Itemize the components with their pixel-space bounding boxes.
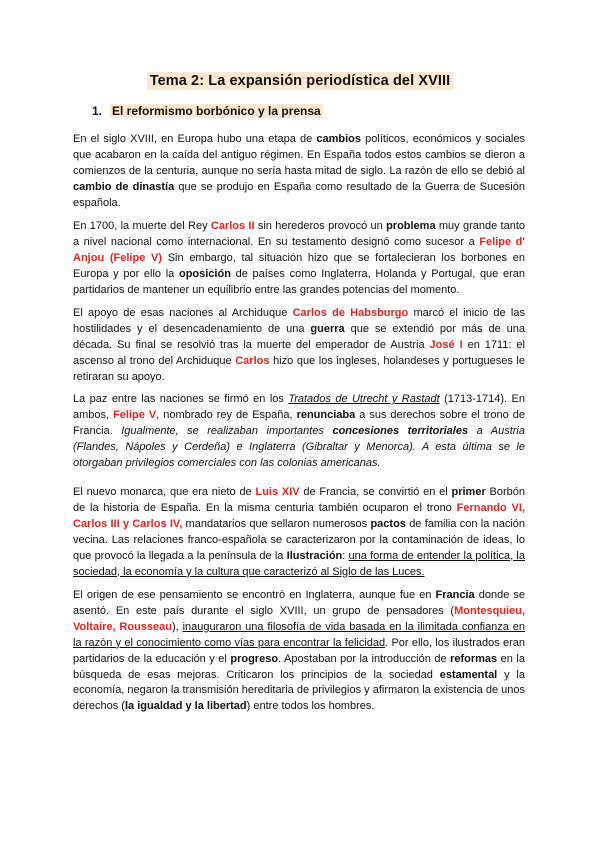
red-name: Carlos de Habsburgo [292, 307, 409, 319]
text-span: donde se asentó. En este país durante el siglo XVIII, un grupo de pensadores ( [73, 589, 525, 617]
text-span: hizo que los ingleses, holandeses y portugueses le retiraran su apoyo. [73, 354, 525, 383]
text-span: , nombrado rey de España, [156, 408, 297, 421]
text-span: marcó el inicio de las hostilidades y el desencadenamiento de una [73, 307, 525, 335]
underlined-text: inauguraron una filosofía de vida basada en la ilimitada confianza en la razón y el conocimiento como vías para encontrar la felicidad [73, 620, 526, 649]
bold-term: la igualdad y la libertad [124, 700, 247, 713]
text-span: (1713-1714). En ambos, [73, 393, 525, 421]
section-label: El reformismo borbónico y la prensa [112, 104, 321, 118]
text-span: de familia con la nación vecina. Las relaciones franco-española se caracterizaron por la contaminación de ideas, lo que provocó la llegada a la península de la [73, 517, 526, 562]
paragraph-4 [73, 392, 525, 472]
document-title: Tema 2: La expansión periodística del XVIII [147, 72, 454, 90]
text-span: . Apostaban por la introducción de [278, 652, 451, 665]
red-name: Felipe V [113, 408, 157, 421]
paragraph-5 [73, 485, 525, 580]
red-name: Luis XIV [255, 486, 300, 498]
text-span: El origen de ese pensamiento se encontró en Inglaterra, aunque fue en [73, 589, 436, 601]
text-span: de países como Inglaterra, Holanda y Portugal, que eran partidarios de mantener un equilibrio entre las grandes potencias del momento. [73, 267, 525, 296]
text-span: y la economía, negaron la transmisión hereditaria de privilegios y afirmaron la existencia de unos derechos ( [73, 668, 525, 713]
text-span: de Francia, se convirtió en el [299, 486, 452, 498]
text-span: : [342, 549, 349, 562]
text-span: La paz entre las naciones se firmó en los [73, 393, 289, 405]
text-span: El nuevo monarca, que era nieto de [73, 486, 256, 498]
text-span: que se extendió por más de una década. Su final se resolvió tras la muerte del emperador de Austria [73, 322, 525, 351]
red-name: Montesquieu, Voltaire, Rousseau [73, 604, 525, 633]
red-name: Felipe d' Anjou (Felipe V) [73, 235, 525, 264]
text-span: políticos, económicos y sociales que acabaron en la caída del antiguo régimen. En España todos estos cambios se dieron a comienzos de la centuria, aunque no sería hasta mitad de siglo. La razón de ello se debió al [73, 133, 525, 177]
text-span: El apoyo de esas naciones al Archiduque [73, 307, 293, 319]
text-span: que se produjo en España como resultado de la Guerra de Sucesión española. [73, 180, 525, 209]
bold-term: pactos [370, 517, 406, 530]
bold-term: reformas [450, 652, 498, 665]
red-name: Carlos [235, 354, 270, 367]
bold-italic-term: concesiones territoriales [332, 424, 469, 437]
title-container [0, 72, 600, 90]
bold-term: oposición [178, 267, 231, 280]
bold-term: progreso [230, 652, 279, 665]
text-span: ) entre todos los hombres. [246, 700, 375, 713]
text-span: mandatarios que sellaron numerosos [182, 517, 371, 530]
bold-term: Francia [435, 589, 475, 601]
bold-term: cambios [316, 133, 362, 145]
bold-term: primer [451, 486, 486, 498]
text-span: En 1700, la muerte del Rey [73, 220, 211, 232]
section-number: 1. [92, 104, 103, 118]
text-span: sin herederos provocó un [254, 220, 387, 232]
paragraph-6 [73, 588, 525, 715]
red-name: Carlos II [210, 220, 255, 232]
text-span: en 1711: el ascenso al trono del Archiduque [73, 338, 525, 367]
bold-term: Ilustración [286, 549, 343, 562]
paragraph-1 [73, 132, 525, 212]
text-span: muy grande tanto a nivel nacional como internacional. En su testamento designó como sucesor a [73, 220, 526, 248]
text-span: en la búsqueda de esas mejoras. Criticaron los principios de la sociedad [73, 652, 525, 681]
text-span: Borbón de la historia de España. En la misma centuria también ocuparon el trono [73, 486, 525, 514]
red-name: Fernando VI, Carlos III y Carlos IV, [73, 501, 526, 530]
underlined-text: una forma de entender la política, la sociedad, la economía y la cultura que caracterizó al Siglo de las Luces. [73, 549, 525, 578]
red-name: José I [429, 338, 463, 351]
text-span: . Por ello, los ilustrados eran partidarios de la educación y el [73, 636, 525, 665]
italic-text: Igualmente, se realizaban importantes [121, 424, 333, 437]
text-span: a sus derechos sobre el trono de Francia. [73, 408, 525, 437]
bold-term: problema [386, 220, 436, 232]
treaty-title: Tratados de Utrecht y Rastadt [288, 393, 440, 405]
paragraph-2 [73, 219, 525, 299]
text-span: En el siglo XVIII, en Europa hubo una etapa de [73, 133, 317, 145]
text-span: Sin embargo, tal situación hizo que se fortalecieran los borbones en Europa y por ello la [73, 251, 525, 280]
paragraph-3 [73, 306, 525, 386]
text-span: ), [172, 620, 183, 633]
bold-term: estamental [439, 668, 498, 681]
italic-text: a Austria (Flandes, Nápoles y Cerdeña) e Inglaterra (Gibraltar y Menorca). A esta última se le otorgaban privilegios comerciales con las colonias americanas. [73, 424, 525, 469]
section-heading [92, 104, 323, 118]
bold-term: cambio de dinastía [73, 180, 175, 193]
bold-term: guerra [310, 322, 345, 335]
bold-term: renunciaba [296, 408, 356, 421]
